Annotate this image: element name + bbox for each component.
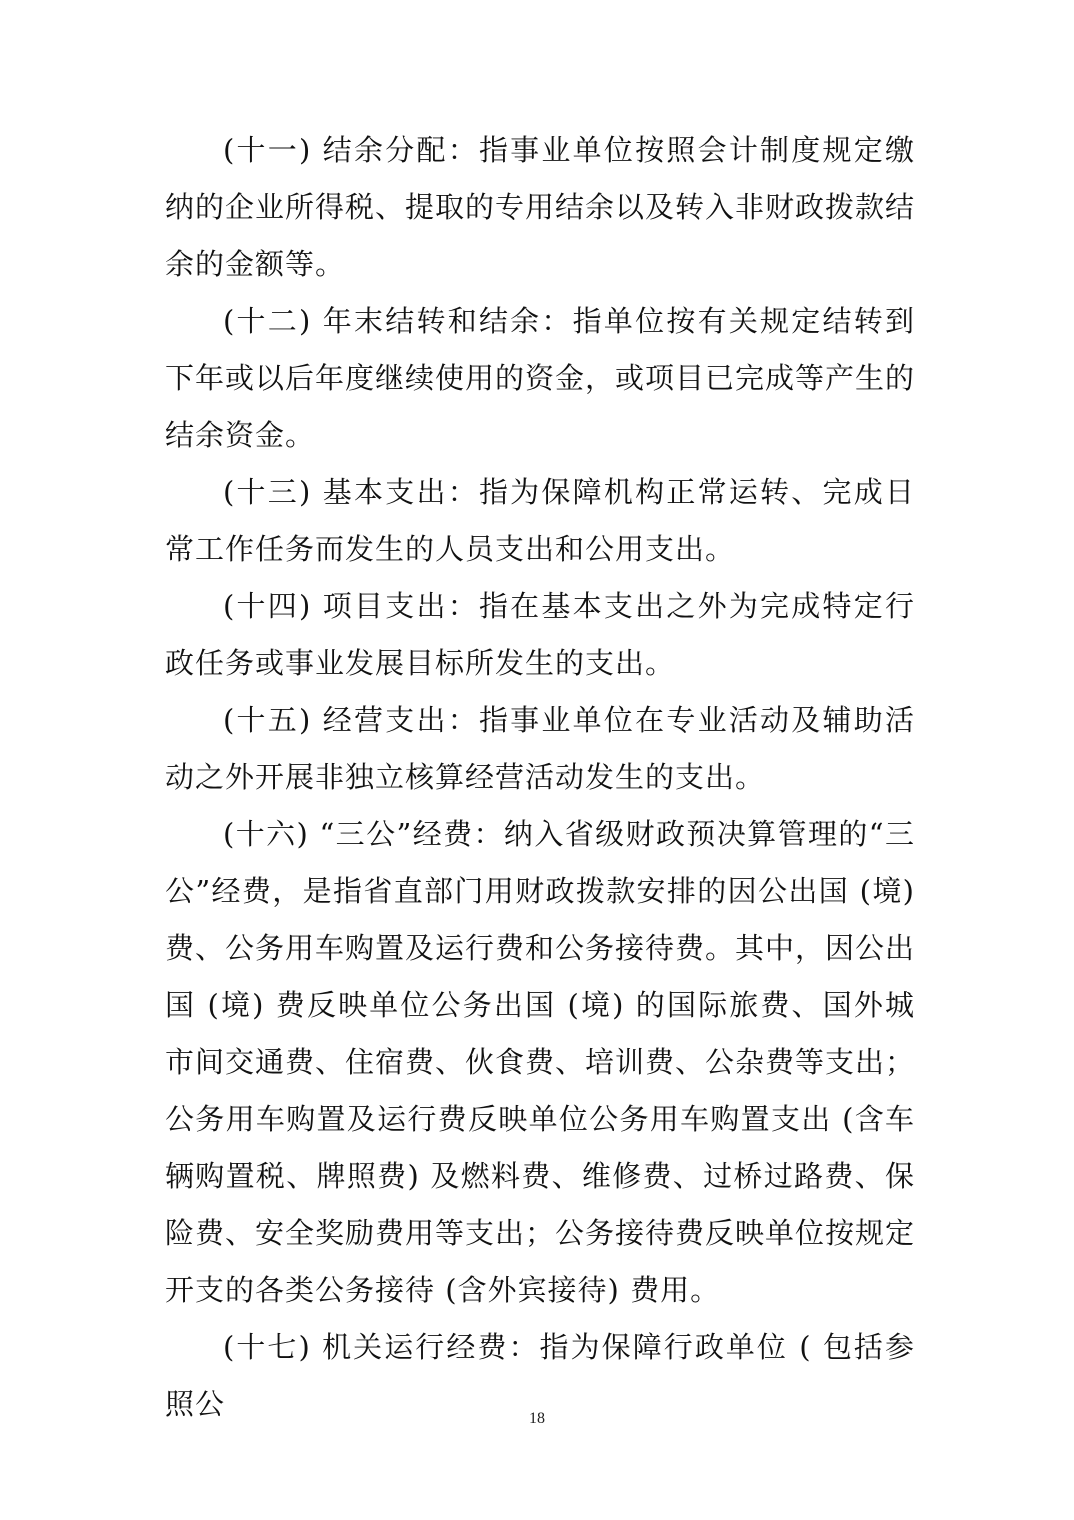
paragraph-17: (十七) 机关运行经费：指为保障行政单位 ( 包括参照公 [165, 1330, 915, 1421]
paragraph-16: (十六) “三公”经费：纳入省级财政预决算管理的“三公”经费，是指省直部门用财政拨款安排的因公出国 (境) 费、公务用车购置及运行费和公务接待费。其中，因公出国 (境) 费反映单位公务出国 (境) 的国际旅费、国外城市间交通费、住宿费、伙食费、培训费、公杂费等支出；公务用车购置及运行费反映单位公务用车购置支出 (含车辆购置税、牌照费) 及燃料费、维修费、过桥过路费、保险费、安全奖励费用等支出；公务接待费反映单位按规定开支的各类公务接待 (含外宾接待) 费用。 [165, 817, 916, 1307]
paragraph-11: (十一) 结余分配：指事业单位按照会计制度规定缴纳的企业所得税、提取的专用结余以及转入非财政拨款结余的金额等。 [165, 133, 916, 281]
paragraph-14: (十四) 项目支出：指在基本支出之外为完成特定行政任务或事业发展目标所发生的支出。 [165, 589, 915, 680]
paragraph-13: (十三) 基本支出：指为保障机构正常运转、完成日常工作任务而发生的人员支出和公用支出。 [165, 475, 915, 566]
paragraph-15: (十五) 经营支出：指事业单位在专业活动及辅助活动之外开展非独立核算经营活动发生的支出。 [165, 703, 915, 794]
paragraph-12: (十二) 年末结转和结余：指单位按有关规定结转到下年或以后年度继续使用的资金，或项目已完成等产生的结余资金。 [165, 304, 916, 452]
page-number: 18 [529, 1410, 545, 1427]
body-text [165, 122, 915, 1433]
